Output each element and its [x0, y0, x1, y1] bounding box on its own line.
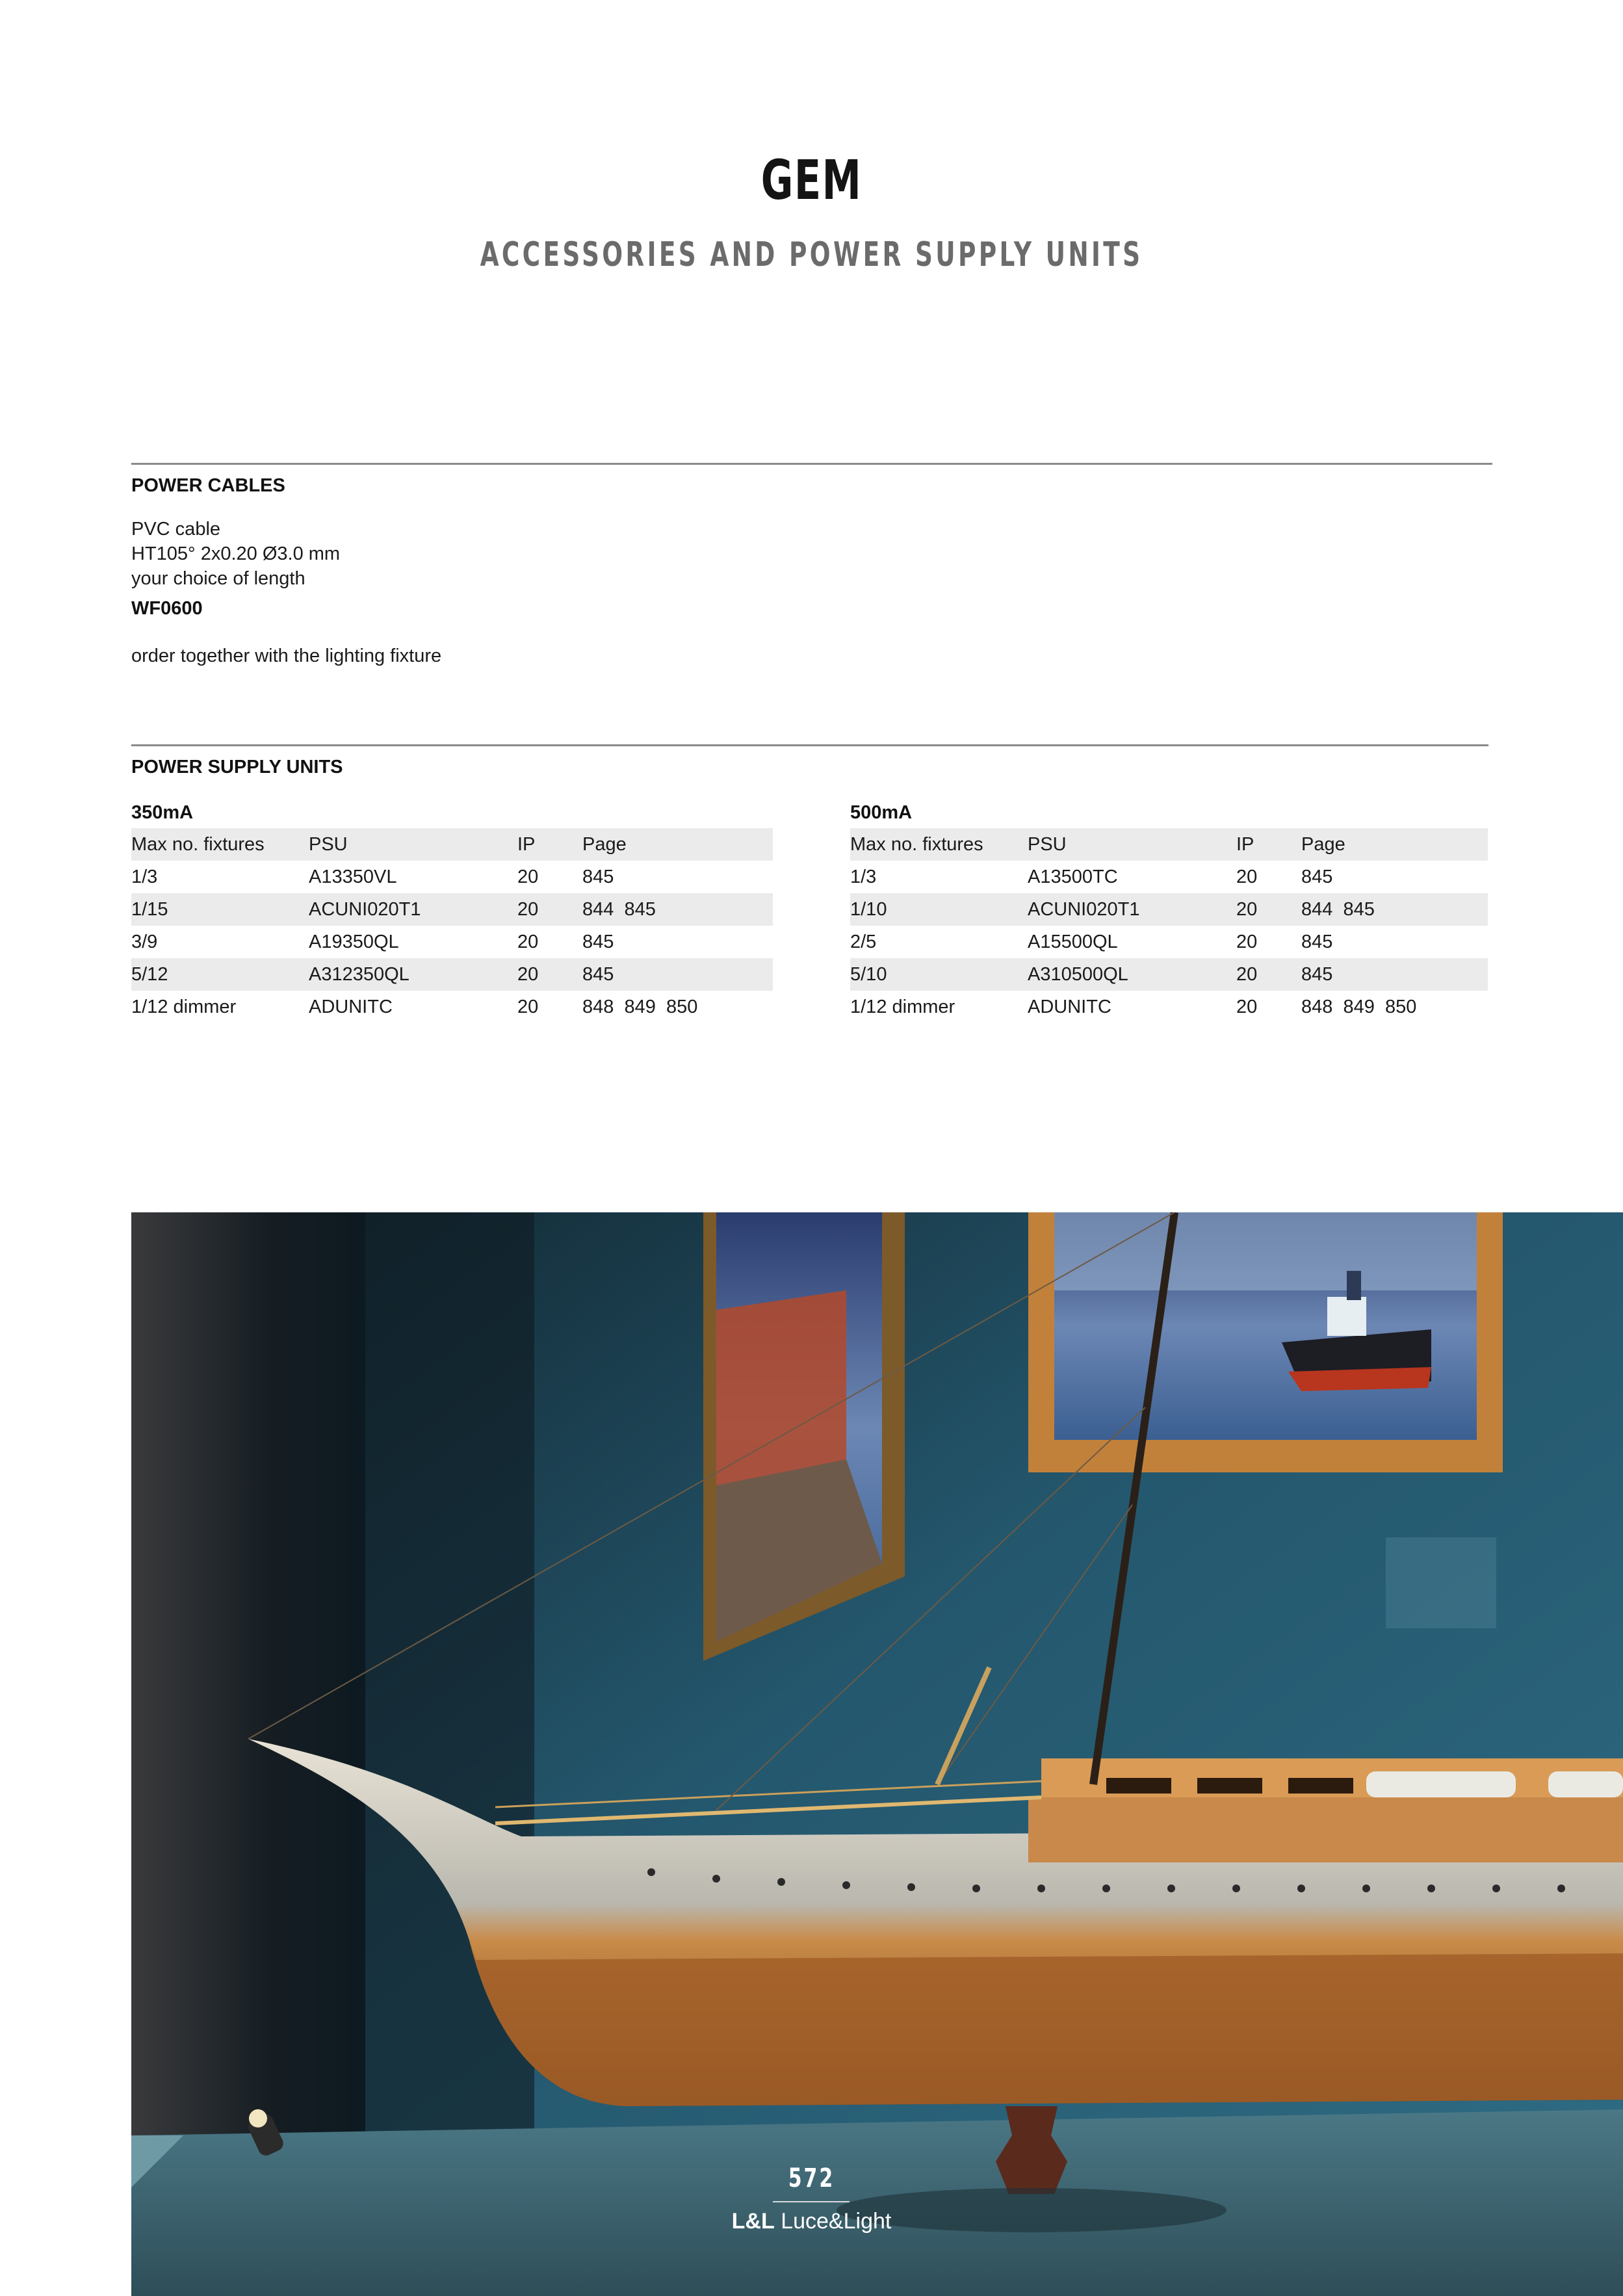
table-cell: 845	[582, 931, 614, 952]
psu-table	[850, 828, 1488, 1023]
column-header: Max no. fixtures	[131, 833, 265, 855]
page-number: 572	[788, 2163, 835, 2193]
table-cell: A312350QL	[309, 963, 409, 985]
table-cell: 844 845	[582, 898, 656, 920]
column-header: PSU	[1028, 833, 1067, 855]
table-row	[850, 861, 1488, 893]
table-cell: 844 845	[1301, 898, 1375, 920]
table-header-row	[131, 828, 773, 861]
table-cell: 20	[517, 996, 539, 1017]
table-cell: 848 849 850	[1301, 996, 1417, 1017]
table-row	[131, 991, 773, 1023]
table-cell: 845	[582, 866, 614, 887]
table-cell: 20	[1236, 931, 1258, 952]
table-row	[850, 926, 1488, 958]
brand-name: Luce&Light	[781, 2209, 892, 2234]
table-cell: 1/12 dimmer	[131, 996, 237, 1017]
brand-short: L&L	[731, 2209, 775, 2234]
table-cell: A310500QL	[1028, 963, 1128, 985]
table-cell: ADUNITC	[309, 996, 393, 1017]
table-cell: 20	[1236, 963, 1258, 985]
table-cell: A15500QL	[1028, 931, 1118, 952]
psu-heading: POWER SUPPLY UNITS	[131, 757, 343, 777]
table-cell: 3/9	[131, 931, 158, 952]
psu-current-label: 350mA	[131, 802, 194, 823]
power-cables-description	[131, 517, 340, 591]
section-divider	[131, 463, 1492, 465]
table-cell: 1/10	[850, 898, 887, 920]
table-cell: 2/5	[850, 931, 877, 952]
table-cell: 5/12	[131, 963, 168, 985]
table-cell: A19350QL	[309, 931, 399, 952]
table-cell: 1/3	[850, 866, 877, 887]
footer-divider	[773, 2201, 850, 2202]
brand-logo	[0, 2209, 1623, 2234]
psu-table-350ma	[131, 801, 773, 1023]
description-line: your choice of length	[131, 568, 305, 589]
ship-model-photo	[131, 1212, 1623, 2296]
table-cell: 20	[1236, 996, 1258, 1017]
table-cell: 1/15	[131, 898, 168, 920]
table-cell: A13500TC	[1028, 866, 1118, 887]
table-cell: 845	[1301, 963, 1333, 985]
section-divider	[131, 744, 1488, 746]
column-header: Page	[582, 833, 627, 855]
table-cell: A13350VL	[309, 866, 397, 887]
table-row	[131, 926, 773, 958]
power-cables-heading: POWER CABLES	[131, 475, 285, 496]
description-line: HT105° 2x0.20 Ø3.0 mm	[131, 543, 341, 564]
power-cable-code: WF0600	[131, 598, 203, 619]
table-cell: 20	[1236, 898, 1258, 920]
table-cell: 848 849 850	[582, 996, 698, 1017]
description-line: PVC cable	[131, 519, 221, 540]
table-cell: 20	[1236, 866, 1258, 887]
column-header: IP	[517, 833, 536, 855]
psu-table-500ma	[850, 801, 1488, 1023]
page-title: GEM	[760, 148, 863, 212]
psu-current-label: 500mA	[850, 802, 913, 823]
table-cell: ADUNITC	[1028, 996, 1111, 1017]
table-cell: 1/3	[131, 866, 158, 887]
power-cable-note: order together with the lighting fixture	[131, 646, 442, 666]
table-cell: 20	[517, 963, 539, 985]
table-cell: 1/12 dimmer	[850, 996, 955, 1017]
table-cell: 5/10	[850, 963, 887, 985]
column-header: Max no. fixtures	[850, 833, 983, 855]
table-row	[131, 958, 773, 991]
table-row	[131, 893, 773, 926]
table-cell: 845	[1301, 931, 1333, 952]
table-header-row	[850, 828, 1488, 861]
table-cell: 20	[517, 931, 539, 952]
table-cell: ACUNI020T1	[1028, 898, 1140, 920]
psu-table	[131, 828, 773, 1023]
table-cell: 845	[1301, 866, 1333, 887]
table-cell: ACUNI020T1	[309, 898, 421, 920]
column-header: PSU	[309, 833, 348, 855]
table-row	[850, 991, 1488, 1023]
column-header: Page	[1301, 833, 1345, 855]
table-cell: 20	[517, 898, 539, 920]
table-cell: 20	[517, 866, 539, 887]
table-cell: 845	[582, 963, 614, 985]
table-row	[850, 893, 1488, 926]
column-header: IP	[1236, 833, 1254, 855]
table-row	[131, 861, 773, 893]
table-row	[850, 958, 1488, 991]
page-subtitle: ACCESSORIES AND POWER SUPPLY UNITS	[480, 235, 1143, 274]
